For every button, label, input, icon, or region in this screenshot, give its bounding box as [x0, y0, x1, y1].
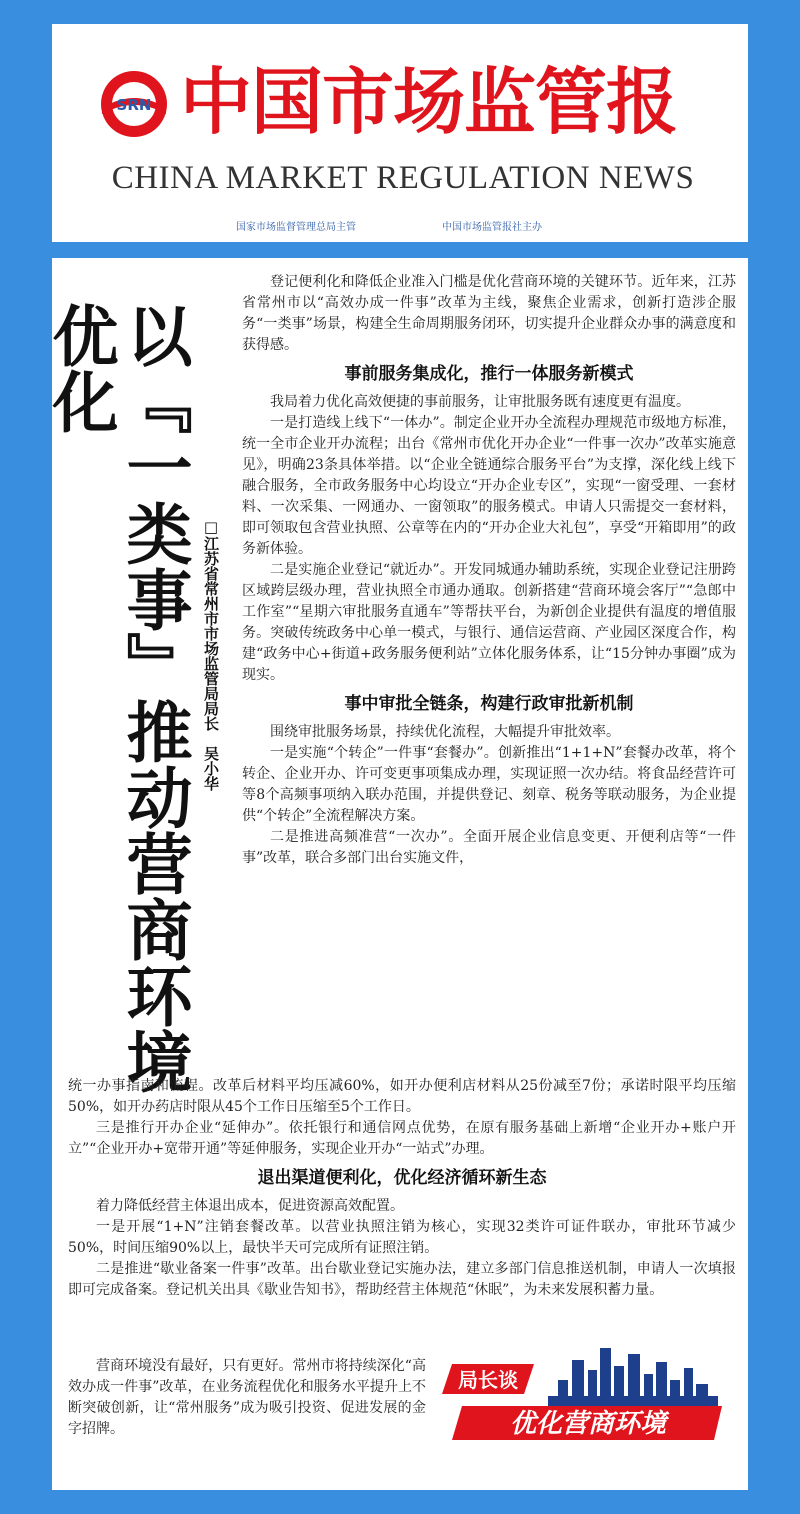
article-byline: □江苏省常州市市场监管局局长 吴小华	[202, 518, 220, 791]
section-heading-2: 事中审批全链条，构建行政审批新机制	[344, 694, 634, 714]
paragraph: 统一办事指南和流程。改革后材料平均压减60%，如开办便利店材料从25份减至7份；承诺时限平均压缩50%，如开办药店时限从45个工作日压缩至5个工作日。	[68, 1078, 736, 1115]
paragraph: 着力降低经营主体退出成本，促进资源高效配置。	[96, 1198, 404, 1214]
paragraph: 我局着力优化高效便捷的事前服务，让审批服务既有速度更有温度。	[270, 394, 690, 410]
paragraph: 一是实施“个转企”一件事“套餐办”。创新推出“1+1+N”套餐办改革，将个转企、企业开办、许可变更事项集成办理，实现证照一次办结。将食品经营许可等8个高频事项纳入联办范围，并提供登记、刻章、税务等联动服务，为企业提供“个转企”全流程解决方案。	[242, 745, 736, 824]
column-badge	[438, 1340, 728, 1454]
masthead-supervisor: 国家市场监督管理总局主管	[236, 222, 356, 233]
masthead-title: 中国市场监管报	[180, 60, 678, 144]
masthead	[52, 24, 748, 242]
article	[41, 258, 748, 1490]
paragraph: 三是推行开办企业“延伸办”。依托银行和通信网点优势，在原有服务基础上新增“企业开办+账户开立”“企业开办+宽带开通”等延伸服务，实现企业开办“一站式”办理。	[68, 1120, 736, 1157]
intro-paragraph: 登记便利化和降低企业准入门槛是优化营商环境的关键环节。近年来，江苏省常州市以“高效办成一件事”改革为主线，聚焦企业需求，创新打造涉企服务“一类事”场景，构建全生命周期服务闭环，切实提升企业群众办事的满意度和获得感。	[242, 274, 736, 353]
masthead-publisher: 中国市场监管报社主办	[442, 222, 542, 233]
paragraph: 一是开展“1+N”注销套餐改革。以营业执照注销为核心，实现32类许可证件联办，审批环节减少50%，时间压缩90%以上，最快半天可完成所有证照注销。	[68, 1219, 736, 1256]
paragraph: 围绕审批服务场景，持续优化流程，大幅提升审批效率。	[270, 724, 620, 740]
article-right-column	[242, 272, 736, 869]
badge-slogan: 优化营商环境	[509, 1409, 667, 1439]
article-full-width-block	[68, 1076, 736, 1301]
closing-paragraph: 营商环境没有最好，只有更好。常州市将持续深化“高效办成一件事”改革，在业务流程优化和服务水平提升上不断突破创新，让“常州服务”成为吸引投资、促进发展的金字招牌。	[68, 1358, 426, 1437]
paragraph: 二是实施企业登记“就近办”。开发同城通办辅助系统，实现企业登记注册跨区域跨层级办理，营业执照全市通办通取。创新搭建“营商环境会客厅”“急郎中工作室”“星期六审批服务直通车”等帮扶平台，为新创企业提供有温度的增值服务。突破传统政务中心单一模式，与银行、通信运营商、产业园区深度合作，构建“政务中心+街道+政务服务便利站”立体化服务体系，让“15分钟办事圈”成为现实。	[242, 562, 736, 683]
paragraph: 二是推进“歇业备案一件事”改革。出台歇业登记实施办法，建立多部门信息推送机制，申请人一次填报即可完成备案。登记机关出具《歇业告知书》，帮助经营主体规范“休眠”，为未来发展积蓄力量。	[68, 1261, 736, 1298]
badge-tag: 局长谈	[458, 1368, 518, 1392]
masthead-english-title: CHINA MARKET REGULATION NEWS	[111, 160, 695, 196]
section-heading-1: 事前服务集成化，推行一体服务新模式	[344, 364, 634, 384]
paragraph: 二是推进高频准营“一次办”。全面开展企业信息变更、开便利店等“一件事”改革，联合多部门出台实施文件，	[242, 829, 736, 866]
logo-text: SRN	[116, 96, 152, 114]
article-headline: 以『一类事』推动营商环境优化	[41, 302, 192, 1094]
paragraph: 一是打造线上线下“一体办”。制定企业开办全流程办理规范市级地方标准，统一全市企业开办流程；出台《常州市优化开办企业“一件事一次办”改革实施意见》，明确23条具体举措。以“企业全链通综合服务平台”为支撑，深化线上线下融合服务，全市政务服务中心均设立“开办企业专区”，实现“一窗受理、一套材料、一次采集、一网通办、一窗领取”的服务模式。申请人只需提交一套材料，即可领取包含营业执照、公章等在内的“开办企业大礼包”，享受“开箱即用”的政务新体验。	[242, 415, 736, 557]
article-closing-block	[68, 1356, 426, 1440]
newspaper-logo	[98, 68, 170, 140]
section-heading-3: 退出渠道便利化，优化经济循环新生态	[257, 1168, 547, 1188]
